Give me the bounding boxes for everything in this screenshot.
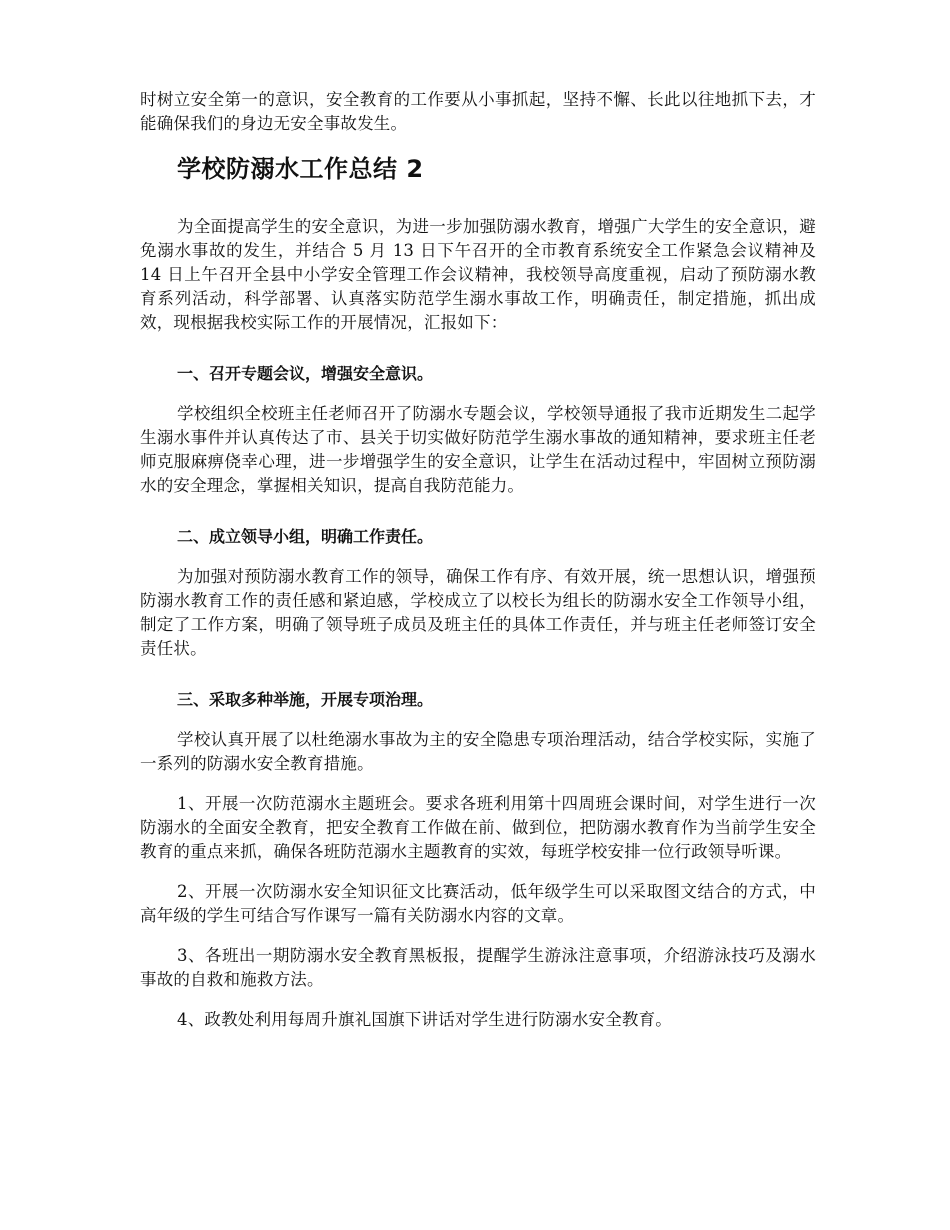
measure-item-1: 1、开展一次防范溺水主题班会。要求各班利用第十四周班会课时间，对学生进行一次防溺水的全面安全教育，把安全教育工作做在前、做到位，把防溺水教育作为当前学生安全教育的重点来抓，确保各班防范溺水主题教育的实效，每班学校安排一位行政领导听课。	[140, 794, 816, 861]
measure-item-3: 3、各班出一期防溺水安全教育黑板报，提醒学生游泳注意事项，介绍游泳技巧及溺水事故的自救和施救方法。	[140, 946, 816, 989]
section-body-3: 学校认真开展了以杜绝溺水事故为主的安全隐患专项治理活动，结合学校实际，实施了一系列的防溺水安全教育措施。	[140, 730, 816, 773]
section-heading-3: 三、采取多种举施，开展专项治理。	[177, 690, 434, 709]
section-body-1: 学校组织全校班主任老师召开了防溺水专题会议，学校领导通报了我市近期发生二起学生溺水事件并认真传达了市、县关于切实做好防范学生溺水事故的通知精神，要求班主任老师克服麻痹侥幸心理，进一步增强学生的安全意识，让学生在活动过程中，牢固树立预防溺水的安全理念，掌握相关知识，提高自我防范能力。	[140, 404, 816, 495]
document-title: 学校防溺水工作总结 2	[177, 155, 424, 183]
opening-paragraph: 为全面提高学生的安全意识，为进一步加强防溺水教育，增强广大学生的安全意识，避免溺水事故的发生，并结合 5 月 13 日下午召开的全市教育系统安全工作紧急会议精神及 14 日上午召开全县中小学安全管理工作会议精神，我校领导高度重视，启动了预防溺水教育系列活动，科学部署、认真落实防范学生溺水事故工作，明确责任，制定措施，抓出成效，现根据我校实际工作的开展情况，汇报如下：	[140, 217, 816, 332]
measure-item-2: 2、开展一次防溺水安全知识征文比赛活动，低年级学生可以采取图文结合的方式，中高年级的学生可结合写作课写一篇有关防溺水内容的文章。	[140, 882, 816, 925]
measure-item-4: 4、政教处利用每周升旗礼国旗下讲话对学生进行防溺水安全教育。	[177, 1010, 672, 1029]
section-heading-2: 二、成立领导小组，明确工作责任。	[177, 527, 434, 546]
section-heading-1: 一、召开专题会议，增强安全意识。	[177, 364, 434, 383]
document-page	[140, 88, 816, 1032]
intro-paragraph: 时树立安全第一的意识，安全教育的工作要从小事抓起，坚持不懈、长此以往地抓下去，才能确保我们的身边无安全事故发生。	[140, 90, 816, 133]
section-body-2: 为加强对预防溺水教育工作的领导，确保工作有序、有效开展，统一思想认识，增强预防溺水教育工作的责任感和紧迫感，学校成立了以校长为组长的防溺水安全工作领导小组，制定了工作方案，明确了领导班子成员及班主任的具体工作责任，并与班主任老师签订安全责任状。	[140, 567, 816, 658]
